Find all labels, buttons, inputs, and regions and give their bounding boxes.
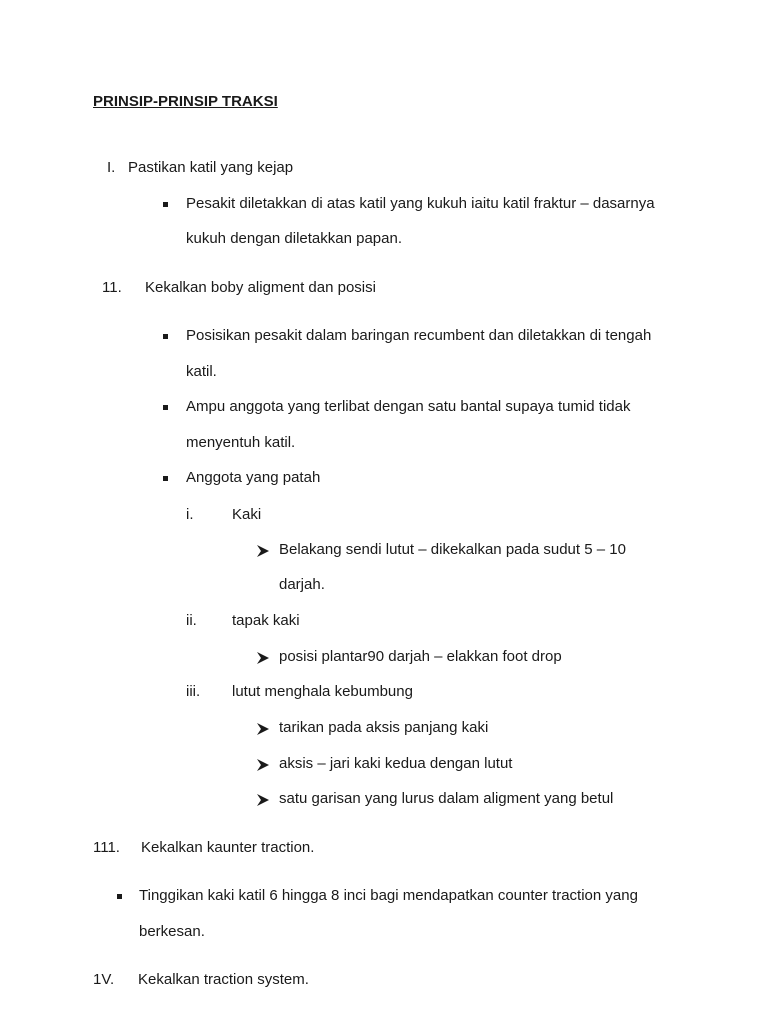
subitem-1-label: Kaki — [232, 506, 262, 523]
bullet-square-icon — [163, 476, 168, 481]
arrowhead-bullet-icon — [256, 758, 270, 772]
arrowhead-bullet-icon — [256, 544, 270, 558]
subitem-2-label: tapak kaki — [232, 612, 300, 629]
section-2-bullet-3: Anggota yang patah — [186, 469, 321, 486]
section-1-heading: Pastikan katil yang kejap — [128, 159, 294, 176]
subitem-1-numeral: i. — [186, 506, 194, 523]
section-4-numeral: 1V. — [93, 971, 115, 988]
section-1-bullet-1-line-2: kukuh dengan diletakkan papan. — [186, 230, 403, 247]
section-3-heading: Kekalkan kaunter traction. — [141, 839, 315, 856]
section-3-bullet-1-line-1: Tinggikan kaki katil 6 hingga 8 inci bagi mendapatkan counter traction yang — [139, 887, 638, 904]
subitem-1-point-1-line-2: darjah. — [279, 576, 325, 593]
section-1-bullet-1-line-1: Pesakit diletakkan di atas katil yang kukuh iaitu katil fraktur – dasarnya — [186, 195, 655, 212]
subitem-3-point-1: tarikan pada aksis panjang kaki — [279, 719, 489, 736]
subitem-3-point-2: aksis – jari kaki kedua dengan lutut — [279, 755, 513, 772]
section-4-heading: Kekalkan traction system. — [138, 971, 309, 988]
subitem-2-numeral: ii. — [186, 612, 197, 629]
section-2-bullet-2-line-1: Ampu anggota yang terlibat dengan satu bantal supaya tumid tidak — [186, 398, 631, 415]
section-2-heading: Kekalkan boby aligment dan posisi — [145, 279, 376, 296]
subitem-3-numeral: iii. — [186, 683, 201, 700]
bullet-square-icon — [163, 405, 168, 410]
subitem-2-point-1: posisi plantar90 darjah – elakkan foot drop — [279, 648, 562, 665]
subitem-3-point-3: satu garisan yang lurus dalam aligment yang betul — [279, 790, 614, 807]
section-2-bullet-1-line-2: katil. — [186, 363, 217, 380]
subitem-3-label: lutut menghala kebumbung — [232, 683, 413, 700]
document-title: PRINSIP-PRINSIP TRAKSI — [93, 93, 278, 110]
arrowhead-bullet-icon — [256, 722, 270, 736]
arrowhead-bullet-icon — [256, 651, 270, 665]
section-3-numeral: 111. — [93, 839, 120, 856]
bullet-square-icon — [163, 202, 168, 207]
bullet-square-icon — [117, 894, 122, 899]
subitem-1-point-1-line-1: Belakang sendi lutut – dikekalkan pada sudut 5 – 10 — [279, 541, 626, 558]
section-3-bullet-1-line-2: berkesan. — [139, 923, 205, 940]
arrowhead-bullet-icon — [256, 793, 270, 807]
section-2-bullet-1-line-1: Posisikan pesakit dalam baringan recumbent dan diletakkan di tengah — [186, 327, 652, 344]
bullet-square-icon — [163, 334, 168, 339]
section-2-numeral: 11. — [102, 279, 122, 296]
section-2-bullet-2-line-2: menyentuh katil. — [186, 434, 296, 451]
section-1-numeral: I. — [107, 159, 116, 176]
